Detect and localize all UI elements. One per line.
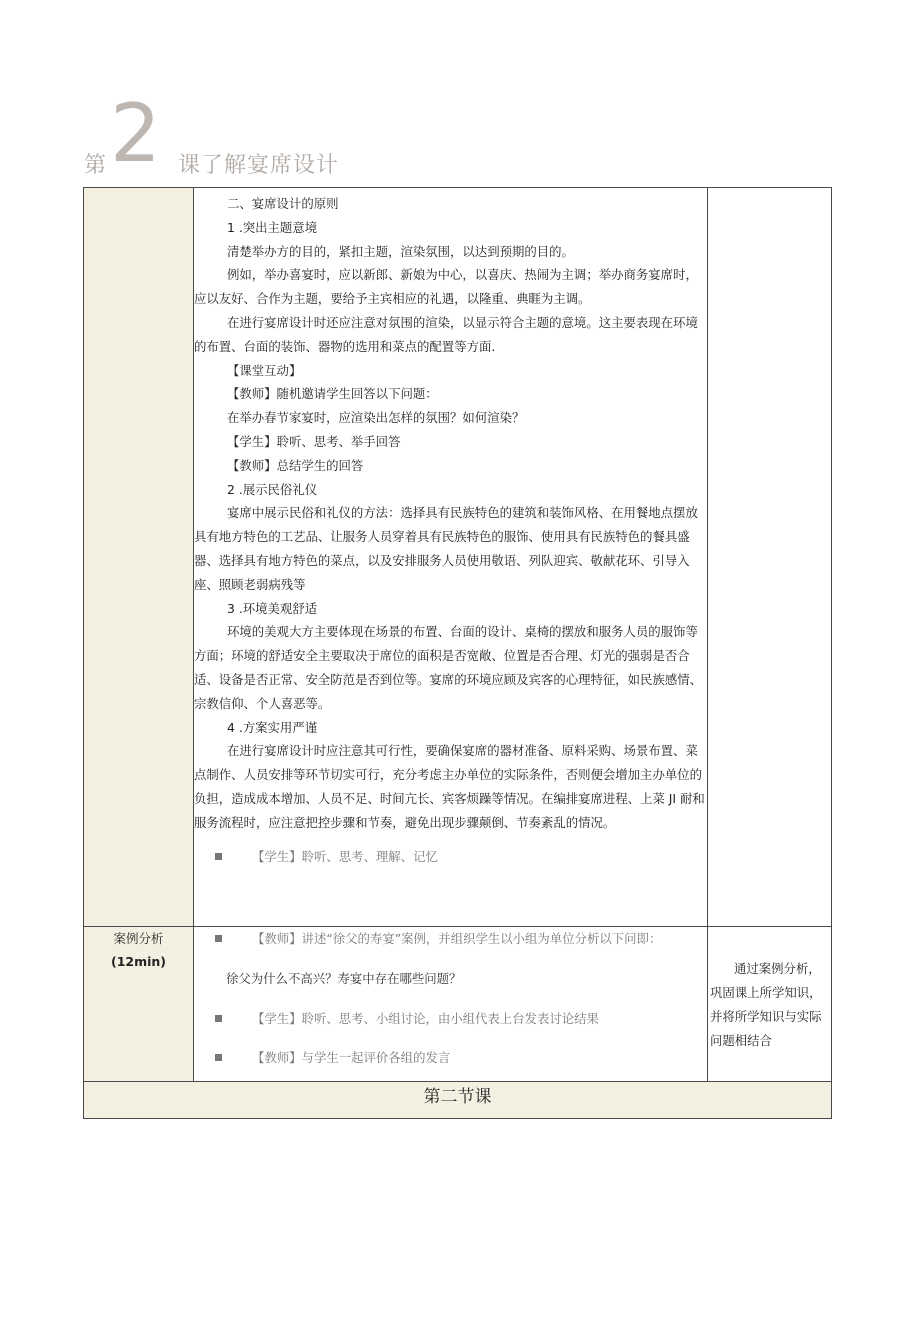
case-content-cell <box>194 927 708 1082</box>
case-question: 徐父为什么不高兴？寿宴中存在哪些问题？ <box>226 970 462 986</box>
student-bullet-line <box>194 845 707 869</box>
paragraph: 宴席中展示民俗和礼仪的方法：选择具有民族特色的建筑和装饰风格、在用餐地点摆放具有地方特色的工艺品、让服务人员穿着具有民族特色的服饰、使用具有民族特色的餐具盛器、选择具有地方特色的菜点，以及安排服务人员使用敬语、列队迎宾、敬献花环、引导入座、照顾老弱病残等 <box>194 505 698 592</box>
case-content <box>194 927 707 1070</box>
square-bullet-icon <box>215 935 222 942</box>
paragraph: 清楚举办方的目的，紧扣主题，渲染氛围，以达到预期的目的。 <box>227 243 574 259</box>
lesson-plan-table <box>83 187 832 1119</box>
principles-row <box>84 188 832 927</box>
principles-side-cell <box>84 188 194 927</box>
case-eval-line <box>194 1046 707 1070</box>
case-label <box>84 927 193 973</box>
second-lesson-title: 第二节课 <box>84 1082 832 1119</box>
case-label-duration: (12min) <box>110 954 167 969</box>
lesson-title: 课了解宴席设计 <box>178 153 340 178</box>
square-bullet-icon <box>215 1054 222 1061</box>
teacher-question: 【教师】随机邀请学生回答以下问题： <box>227 386 438 402</box>
student-answer: 【学生】聆听、思考、举手回答 <box>227 433 401 449</box>
paragraph: 例如，举办喜宴时，应以新郎、新娘为中心，以喜庆、热闹为主调；举办商务宴席时，应以友好、合作为主题，要给予主宾相应的礼遇，以隆重、典睚为主调。 <box>194 267 698 307</box>
case-label-title: 案例分析 <box>113 931 164 946</box>
case-student-activity: 【学生】聆听、思考、小组讨论，由小组代表上台发表讨论结果 <box>252 1010 599 1026</box>
case-teacher-eval: 【教师】与学生一起评价各组的发言 <box>252 1050 451 1066</box>
subheading-plan: 4 .方案实用严谨 <box>227 719 318 735</box>
principles-content <box>194 188 707 878</box>
case-note-cell <box>708 927 832 1082</box>
case-note: 通过案例分析，巩固课上所学知识，并将所学知识与实际问题相结合 <box>710 961 822 1048</box>
subheading-environment: 3 .环境美观舒适 <box>227 600 318 616</box>
case-student-line <box>194 1007 707 1031</box>
section-heading: 二、宴席设计的原则 <box>227 196 339 211</box>
case-teacher-intro: 【教师】讲述“徐父的寿宴”案例，并组织学生以小组为单位分析以下问即： <box>252 931 662 946</box>
interaction-heading: 【课堂互动】 <box>227 362 302 378</box>
principles-content-cell <box>194 188 708 927</box>
case-label-cell <box>84 927 194 1082</box>
paragraph: 在进行宴席设计时应注意其可行性，要确保宴席的器材准备、原料采购、场景布置、菜点制作、人员安排等环节切实可行，充分考虑主办单位的实际条件，否则便会增加主办单位的负担，造成成本增加、人员不足、时间亢长、宾客烦躁等情况。在编排宴席进程、上菜 JI 耐和服务流程时，应注意把控步骤和节奏，避免出现步骤颠倒、节奏紊乱的情况。 <box>194 743 705 830</box>
lesson-number: 2 <box>110 87 161 180</box>
footer-row <box>84 1082 832 1119</box>
paragraph: 在进行宴席设计时还应注意对氛围的渲染，以显示符合主题的意境。这主要表现在环境的布置、台面的装饰、器物的选用和菜点的配置等方面. <box>194 314 698 354</box>
subheading-folk: 2 .展示民俗礼仪 <box>227 481 318 497</box>
teacher-summary: 【教师】总结学生的回答 <box>227 457 364 473</box>
square-bullet-icon <box>215 853 222 860</box>
case-teacher-line <box>194 927 707 951</box>
student-bullet-text: 【学生】聆听、思考、理解、记忆 <box>252 848 438 864</box>
lesson-prefix: 第 <box>84 153 107 178</box>
subheading-theme: 1 .突出主题意境 <box>227 219 318 235</box>
case-row <box>84 927 832 1082</box>
principles-note-cell <box>708 188 832 927</box>
paragraph: 环境的美观大方主要体现在场景的布置、台面的设计、桌椅的摆放和服务人员的服饰等方面；环境的舒适安全主要取决于席位的面积是否宽敞、位置是否合理、灯光的强弱是否合适、设备是否正常、安全防范是否到位等。宴席的环境应顾及宾客的心理特征，如民族感情、宗教信仰、个人喜恶等。 <box>194 624 703 711</box>
question-text: 在举办春节家宴时，应渲染出怎样的氛围？如何渲染？ <box>227 410 525 426</box>
square-bullet-icon <box>215 1015 222 1022</box>
